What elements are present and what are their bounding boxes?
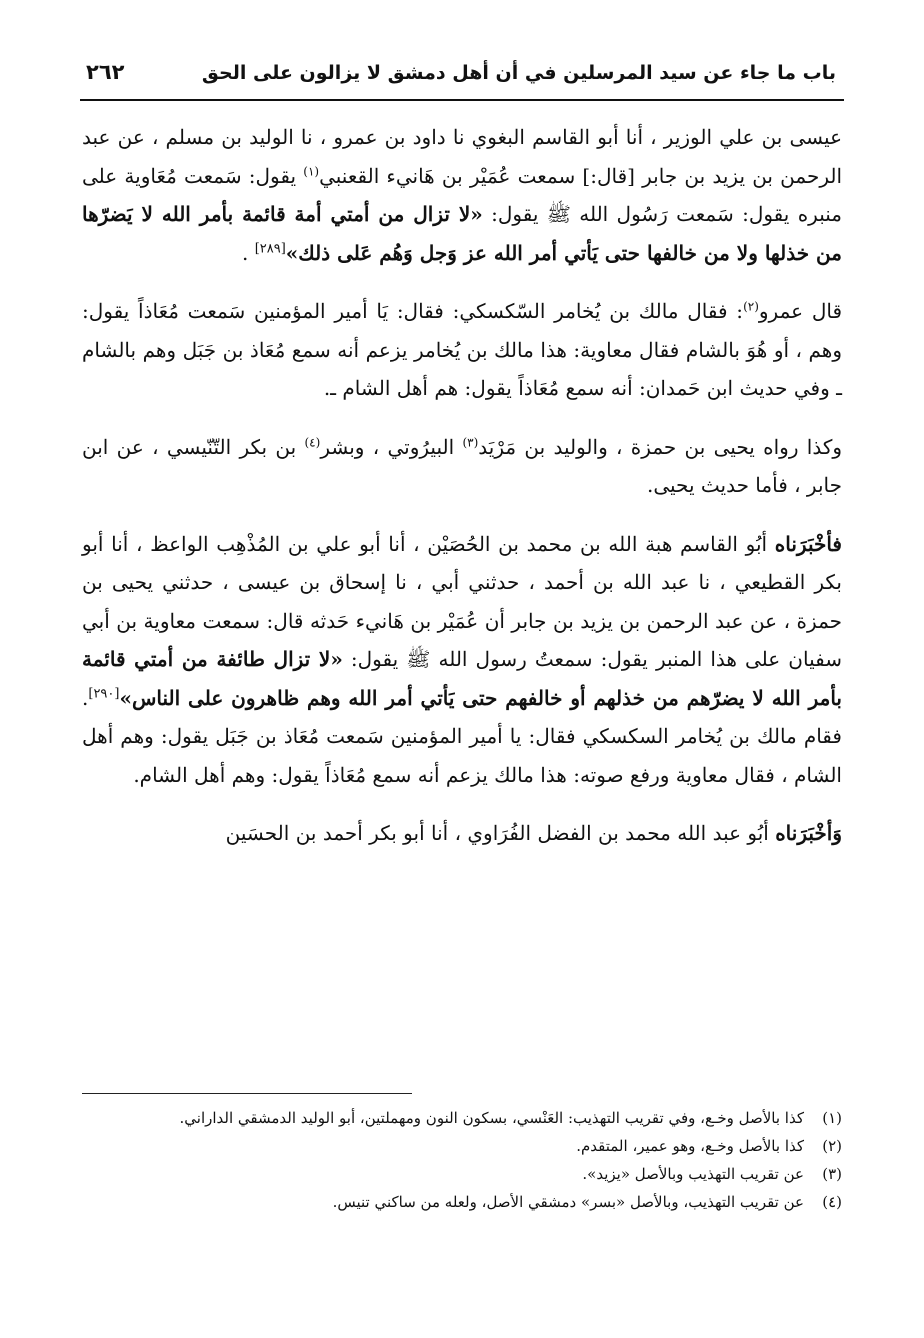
isnad-lead: فأخْبَرَناه [774,531,842,556]
footnote-marker: (٢) [743,299,759,314]
running-header [82,56,842,100]
text-span: وكذا رواه يحيى بن حمزة ، والوليد بن مَرْيَد [478,434,843,459]
footnote-text: عن تقريب التهذيب وبالأصل «يزيد». [582,1165,804,1183]
hadith-quote: «لا تزال طائفة من أمتي قائمة بأمر الله لا يضرّهم من خذلهم أو خالفهم حتى يَأتي أمر الله وهم ظاهرون على الناس» [82,647,842,710]
header-rule [80,99,844,101]
footnote-rule [82,1093,412,1094]
text-span: . فقام مالك بن يُخامر السكسكي فقال: يا أمير المؤمنين سَمعت مُعَاذ بن جَبَل يقول: وهم أهل الشام ، فقال معاوية ورفع صوته: هذا مالك يزعم أنه سمع مُعَاذاً يقول: وهم أهل الشام. [82,685,842,787]
text-span: عيسى بن علي الوزير ، أنا أبو القاسم البغوي نا داود بن عمرو ، نا الوليد بن مسلم ، عن عبد الرحمن بن يزيد بن جابر [قال:] سمعت عُمَيْر بن هَانيء القعنبي [82,125,843,188]
footnote-number: (٣) [822,1165,842,1183]
chapter-title: باب ما جاء عن سيد المرسلين في أن أهل دمشق لا يزالون على الحق [201,62,836,84]
footnote [82,1105,842,1131]
footnote-marker: (١) [303,163,320,178]
paragraph-5 [82,814,842,853]
text-span: بن بكر التّنّيسي ، عن ابن جابر ، فأما حديث يحيى. [82,434,842,497]
footnote-marker: (٤) [304,434,321,449]
footnote [82,1133,842,1159]
text-span: أبُو القاسم هبة الله بن محمد بن الحُصَيْن ، أنا أبو علي بن المُذْهِب الواعظ ، أنا أبو بكر القطيعي ، نا عبد الله بن أحمد ، حدثني أبي ، نا إسحاق بن عيسى ، حدثني يحيى بن حمزة ، عن عبد الرحمن بن يزيد بن جابر أن عُمَيْر بن هَانيء حَدثه قال: سمعت معاوية بن أبي سفيان على هذا المنبر يقول: سمعتُ رسول الله ﷺ يقول: [82,531,842,671]
footnote-text: كذا بالأصل وخـع، وفي تقريب التهذيب: العَنْسي، بسكون النون ومهملتين، أبو الوليد الدمشقي الداراني. [179,1109,804,1127]
page-number: ٢٦٢ [86,60,125,84]
paragraph-4 [82,525,842,795]
paragraph-3 [82,428,842,505]
text-span: قال عمرو [758,299,843,323]
hadith-quote: «لا تزال من أمتي أمة قائمة بأمر الله لا يَضرّها من خذلها ولا من خالفها حتى يَأتي أمر الله عز وَجل وَهُم عَلى ذلك» [82,202,842,265]
hadith-number: [٢٩٠] [88,685,120,701]
footnote-number: (١) [822,1109,842,1127]
main-text [82,118,842,853]
isnad-lead: وَأخْبَرَناه [775,821,842,845]
footnote-text: عن تقريب التهذيب، وبالأصل «بسر» دمشقي الأصل، ولعله من ساكني تنيس. [332,1193,804,1211]
footnote-marker: (٣) [462,434,479,449]
paragraph-1 [82,118,842,272]
text-span: . [241,240,255,265]
paragraph-2 [82,292,842,408]
footnote-number: (٢) [822,1137,842,1155]
text-span: : فقال مالك بن يُخامر السّكسكي: فقال: يَا أمير المؤمنين سَمعت مُعَاذاً يقول: وهم ، أو هُوَ بالشام فقال معاوية: هذا مالك بن يُخامر يزعم أنه سمع مُعَاذ بن جَبَل وهم بالشام ـ وفي حديث ابن حَمدان: أنه سمع مُعَاذاً يقول: هم أهل الشام ـ. [82,299,842,400]
text-span: البيرُوتي ، وبشر [320,434,463,459]
text-span: أبُو عبد الله محمد بن الفضل الفُرَاوي ، أنا أبو بكر أحمد بن الحسَين [225,821,776,845]
text-span: يقول: سَمعت مُعَاوية على منبره يقول: سَمعت رَسُول الله ﷺ يقول: [82,163,842,226]
footnotes [82,1105,842,1217]
footnote-text: كذا بالأصل وخـع، وهو عمير، المتقدم. [576,1137,804,1155]
footnote [82,1161,842,1187]
hadith-number: [٢٨٩] [254,240,286,256]
footnote-number: (٤) [822,1193,842,1211]
footnote [82,1189,842,1215]
